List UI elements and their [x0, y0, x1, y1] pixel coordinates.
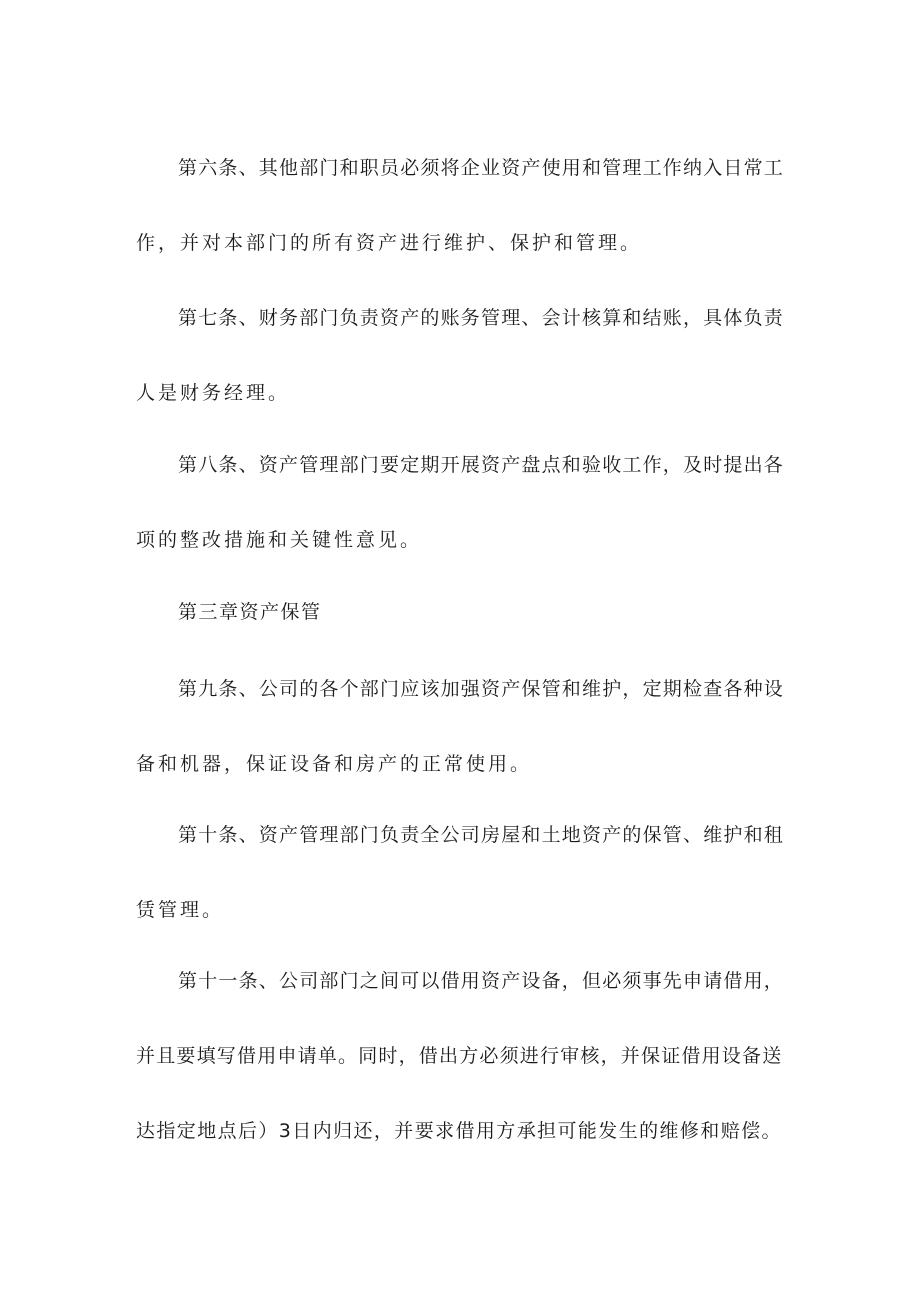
- article-8-line-2: 项的整改措施和关键性意见。: [136, 529, 423, 551]
- article-7-paragraph: [136, 305, 786, 407]
- article-11-line-1: 第十一条、公司部门之间可以借用资产设备，但必须事先申请借用，: [178, 970, 785, 992]
- article-7-line-2: 人是财务经理。: [136, 382, 291, 404]
- article-8-paragraph: [136, 452, 786, 554]
- article-9-line-1: 第九条、公司的各个部门应该加强资产保管和维护，定期检查各种设: [178, 678, 785, 700]
- article-10-paragraph: [136, 822, 786, 924]
- article-9-line-2: 备和机器，保证设备和房产的正常使用。: [136, 753, 533, 775]
- article-6-paragraph: [136, 155, 786, 257]
- article-9-paragraph: [136, 676, 786, 778]
- article-11-paragraph: [136, 968, 786, 1145]
- article-6-line-1: 第六条、其他部门和职员必须将企业资产使用和管理工作纳入日常工: [178, 157, 785, 179]
- article-7-line-1: 第七条、财务部门负责资产的账务管理、会计核算和结账，具体负责: [178, 307, 785, 329]
- chapter-heading: 第三章资产保管: [178, 601, 322, 623]
- article-11-line-2: 并且要填写借用申请单。同时，借出方必须进行审核，并保证借用设备送: [136, 1045, 783, 1067]
- article-10-line-1: 第十条、资产管理部门负责全公司房屋和土地资产的保管、维护和租: [178, 824, 785, 846]
- article-10-line-2: 赁管理。: [136, 899, 225, 921]
- article-8-line-1: 第八条、资产管理部门要定期开展资产盘点和验收工作，及时提出各: [178, 454, 785, 476]
- article-11-line-3: 达指定地点后）3日内归还，并要求借用方承担可能发生的维修和赔偿。: [136, 1120, 782, 1142]
- article-6-line-2: 作，并对本部门的所有资产进行维护、保护和管理。: [136, 232, 643, 254]
